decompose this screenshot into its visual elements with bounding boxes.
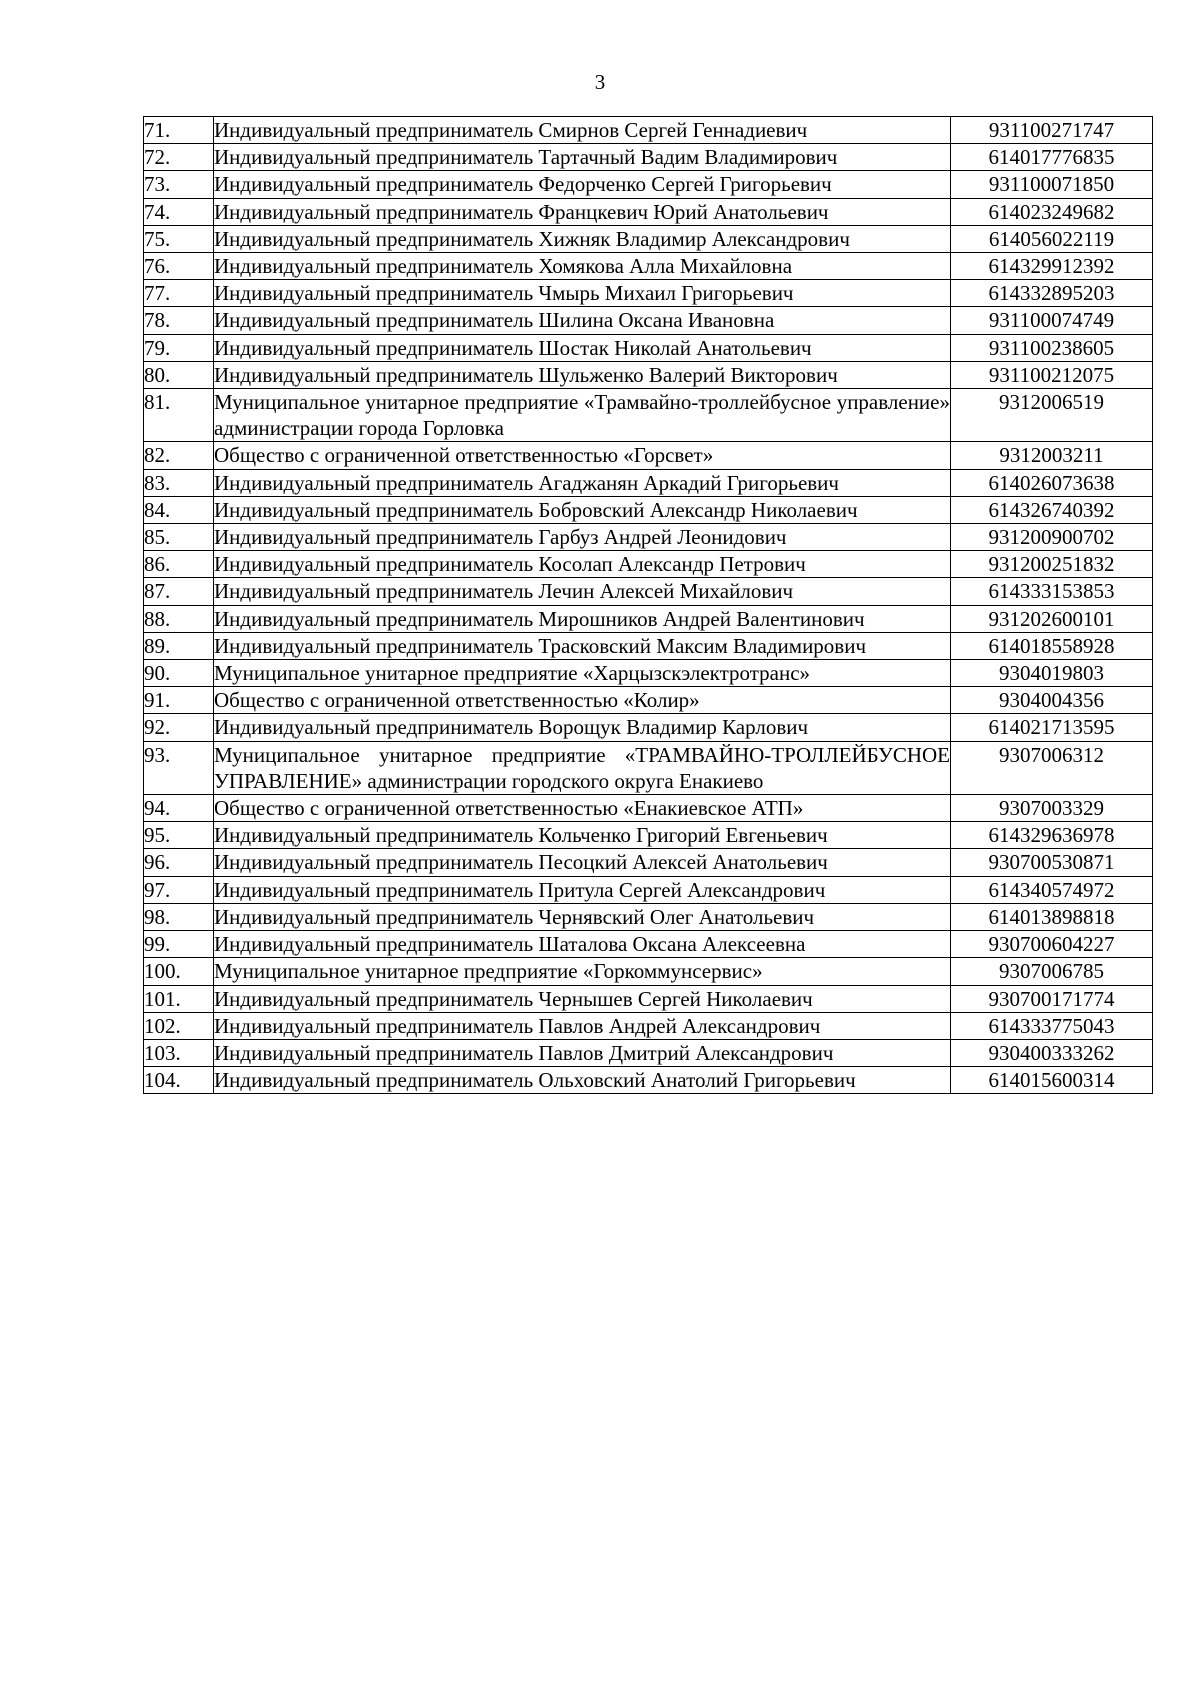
table-row (144, 741, 1153, 794)
entity-name: Индивидуальный предприниматель Гарбуз Андрей Леонидович (214, 524, 951, 551)
table-row (144, 876, 1153, 903)
entity-name: Индивидуальный предприниматель Шостак Николай Анатольевич (214, 334, 951, 361)
row-number: 96. (144, 849, 214, 876)
table-row (144, 849, 1153, 876)
table-row (144, 578, 1153, 605)
entity-name: Индивидуальный предприниматель Хомякова Алла Михайловна (214, 253, 951, 280)
table-row (144, 253, 1153, 280)
entity-inn: 931202600101 (951, 605, 1153, 632)
entity-name: Индивидуальный предприниматель Бобровский Александр Николаевич (214, 496, 951, 523)
entity-inn: 930700604227 (951, 931, 1153, 958)
row-number: 72. (144, 144, 214, 171)
entity-name: Муниципальное унитарное предприятие «Харцызскэлектротранс» (214, 660, 951, 687)
entity-name: Общество с ограниченной ответственностью «Енакиевское АТП» (214, 795, 951, 822)
entity-name: Индивидуальный предприниматель Притула Сергей Александрович (214, 876, 951, 903)
entity-name: Индивидуальный предприниматель Чернышев Сергей Николаевич (214, 985, 951, 1012)
entity-name: Индивидуальный предприниматель Францкевич Юрий Анатольевич (214, 198, 951, 225)
entity-name: Индивидуальный предприниматель Чмырь Михаил Григорьевич (214, 280, 951, 307)
table-row (144, 389, 1153, 442)
entity-inn: 614023249682 (951, 198, 1153, 225)
entity-name: Индивидуальный предприниматель Косолап Александр Петрович (214, 551, 951, 578)
row-number: 87. (144, 578, 214, 605)
entity-inn: 614333153853 (951, 578, 1153, 605)
entity-name: Индивидуальный предприниматель Павлов Андрей Александрович (214, 1012, 951, 1039)
row-number: 80. (144, 361, 214, 388)
table-row (144, 903, 1153, 930)
row-number: 77. (144, 280, 214, 307)
table-row (144, 605, 1153, 632)
row-number: 88. (144, 605, 214, 632)
table-row (144, 1067, 1153, 1094)
row-number: 104. (144, 1067, 214, 1094)
entity-name: Индивидуальный предприниматель Ворощук Владимир Карлович (214, 714, 951, 741)
entity-name: Общество с ограниченной ответственностью «Горсвет» (214, 442, 951, 469)
entity-inn: 614332895203 (951, 280, 1153, 307)
entity-name: Индивидуальный предприниматель Шилина Оксана Ивановна (214, 307, 951, 334)
table-row (144, 551, 1153, 578)
table-row (144, 1012, 1153, 1039)
table-row (144, 524, 1153, 551)
table-row (144, 280, 1153, 307)
entity-name: Индивидуальный предприниматель Федорченко Сергей Григорьевич (214, 171, 951, 198)
entity-name: Индивидуальный предприниматель Ольховский Анатолий Григорьевич (214, 1067, 951, 1094)
entity-name: Индивидуальный предприниматель Кольченко Григорий Евгеньевич (214, 822, 951, 849)
entity-inn: 614326740392 (951, 496, 1153, 523)
entity-name: Индивидуальный предприниматель Агаджанян Аркадий Григорьевич (214, 469, 951, 496)
entity-inn: 614018558928 (951, 632, 1153, 659)
table-row (144, 334, 1153, 361)
entity-inn: 9307006312 (951, 741, 1153, 794)
table-row (144, 469, 1153, 496)
entity-inn: 930700530871 (951, 849, 1153, 876)
entity-name: Индивидуальный предприниматель Павлов Дмитрий Александрович (214, 1039, 951, 1066)
row-number: 71. (144, 117, 214, 144)
row-number: 79. (144, 334, 214, 361)
row-number: 76. (144, 253, 214, 280)
row-number: 95. (144, 822, 214, 849)
table-row (144, 307, 1153, 334)
table-row (144, 171, 1153, 198)
row-number: 98. (144, 903, 214, 930)
entity-inn: 614329912392 (951, 253, 1153, 280)
entity-inn: 614017776835 (951, 144, 1153, 171)
table-row (144, 822, 1153, 849)
row-number: 94. (144, 795, 214, 822)
entity-inn: 9312003211 (951, 442, 1153, 469)
entity-name: Индивидуальный предприниматель Шульженко Валерий Викторович (214, 361, 951, 388)
row-number: 101. (144, 985, 214, 1012)
row-number: 100. (144, 958, 214, 985)
entity-inn: 931100238605 (951, 334, 1153, 361)
entity-inn: 9307003329 (951, 795, 1153, 822)
row-number: 86. (144, 551, 214, 578)
table-row (144, 442, 1153, 469)
table-row (144, 931, 1153, 958)
table-row (144, 660, 1153, 687)
entity-inn: 930700171774 (951, 985, 1153, 1012)
entity-name: Индивидуальный предприниматель Трасковский Максим Владимирович (214, 632, 951, 659)
row-number: 74. (144, 198, 214, 225)
entity-name: Индивидуальный предприниматель Тартачный Вадим Владимирович (214, 144, 951, 171)
table-row (144, 632, 1153, 659)
entity-inn: 614056022119 (951, 225, 1153, 252)
entity-name: Индивидуальный предприниматель Шаталова Оксана Алексеевна (214, 931, 951, 958)
entity-inn: 614329636978 (951, 822, 1153, 849)
row-number: 83. (144, 469, 214, 496)
row-number: 102. (144, 1012, 214, 1039)
table-row (144, 958, 1153, 985)
entity-inn: 614013898818 (951, 903, 1153, 930)
entity-inn: 931100212075 (951, 361, 1153, 388)
table-row (144, 795, 1153, 822)
entity-inn: 9304004356 (951, 687, 1153, 714)
entity-name: Общество с ограниченной ответственностью «Колир» (214, 687, 951, 714)
entity-inn: 614026073638 (951, 469, 1153, 496)
entity-inn: 614015600314 (951, 1067, 1153, 1094)
entity-inn: 930400333262 (951, 1039, 1153, 1066)
table-row (144, 225, 1153, 252)
entity-name: Индивидуальный предприниматель Песоцкий Алексей Анатольевич (214, 849, 951, 876)
row-number: 75. (144, 225, 214, 252)
table-row (144, 144, 1153, 171)
entity-inn: 9312006519 (951, 389, 1153, 442)
entity-inn: 614021713595 (951, 714, 1153, 741)
table-row (144, 361, 1153, 388)
row-number: 91. (144, 687, 214, 714)
row-number: 89. (144, 632, 214, 659)
row-number: 93. (144, 741, 214, 794)
registry-table-body (144, 117, 1153, 1094)
table-row (144, 985, 1153, 1012)
row-number: 99. (144, 931, 214, 958)
row-number: 82. (144, 442, 214, 469)
table-row (144, 687, 1153, 714)
entity-inn: 614333775043 (951, 1012, 1153, 1039)
row-number: 84. (144, 496, 214, 523)
entity-name: Муниципальное унитарное предприятие «Трамвайно-троллейбусное управление» администрации города Горловка (214, 390, 950, 441)
table-row (144, 198, 1153, 225)
row-number: 73. (144, 171, 214, 198)
entity-name: Индивидуальный предприниматель Хижняк Владимир Александрович (214, 225, 951, 252)
entity-name: Индивидуальный предприниматель Мирошников Андрей Валентинович (214, 605, 951, 632)
entity-name: Муниципальное унитарное предприятие «Горкоммунсервис» (214, 958, 951, 985)
entity-inn: 9307006785 (951, 958, 1153, 985)
entity-inn: 931100074749 (951, 307, 1153, 334)
table-row (144, 117, 1153, 144)
entity-name: Индивидуальный предприниматель Чернявский Олег Анатольевич (214, 903, 951, 930)
entity-name: Индивидуальный предприниматель Смирнов Сергей Геннадиевич (214, 117, 951, 144)
entity-inn: 614340574972 (951, 876, 1153, 903)
entity-name: Индивидуальный предприниматель Лечин Алексей Михайлович (214, 578, 951, 605)
table-row (144, 1039, 1153, 1066)
entity-inn: 931100071850 (951, 171, 1153, 198)
entity-name: Муниципальное унитарное предприятие «ТРАМВАЙНО-ТРОЛЛЕЙБУСНОЕ УПРАВЛЕНИЕ» администрации городского округа Енакиево (214, 742, 950, 793)
entity-inn: 9304019803 (951, 660, 1153, 687)
row-number: 97. (144, 876, 214, 903)
registry-table (143, 116, 1153, 1094)
row-number: 81. (144, 389, 214, 442)
page-number: 3 (594, 70, 606, 94)
row-number: 103. (144, 1039, 214, 1066)
entity-inn: 931200251832 (951, 551, 1153, 578)
row-number: 78. (144, 307, 214, 334)
row-number: 92. (144, 714, 214, 741)
table-row (144, 496, 1153, 523)
table-row (144, 714, 1153, 741)
entity-inn: 931100271747 (951, 117, 1153, 144)
row-number: 90. (144, 660, 214, 687)
entity-inn: 931200900702 (951, 524, 1153, 551)
row-number: 85. (144, 524, 214, 551)
